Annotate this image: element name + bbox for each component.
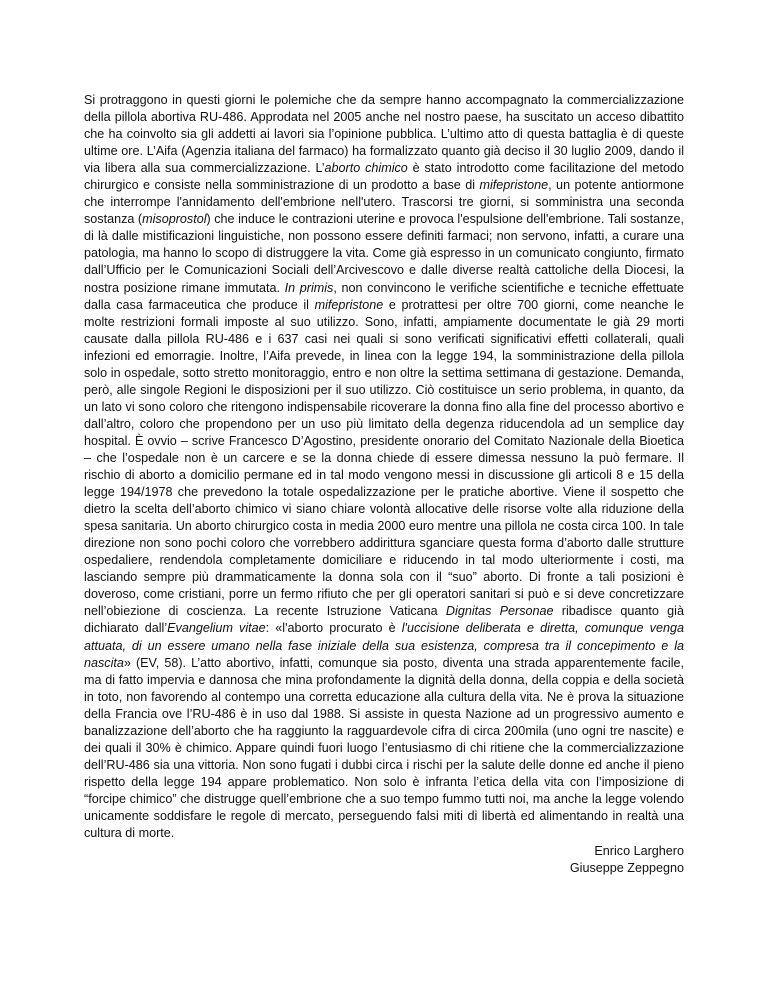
text-segment: ) che induce le contrazioni uterine e provoca l'espulsione dell'embrione. Tali sostanze, di là dalle mistificazioni linguistiche, non possono essere definiti farmaci; non servono, infatti, a curare una patologia, ma hanno lo scopo di distruggere la vita. Come già espresso in un comunicato congiunto, firmato dall’Ufficio per le Comunicazioni Sociali dell’Arcivescovo e dalle diverse realtà cattoliche della Diocesi, la nostra posizione rimane immutata. [84,212,684,295]
text-segment: ribadisce quanto già dichiarato dall’ [84,604,684,636]
italic-segment: l'uccisione deliberata e diretta, comunque venga attuata, di un essere umano nella fase iniziale della sua esistenza, compresa tra il concepimento e la nascita [84,621,684,670]
text-segment: Si protraggono in questi giorni le polemiche che da sempre hanno accompagnato la commercializzazione della pillola abortiva RU-486. Approdata nel 2005 anche nel nostro paese, ha suscitato un acceso dibattito che ha coinvolto sia gli addetti ai lavori sia l’opinione pubblica. L’ultimo atto di questa battaglia è di queste ultime ore. L’Aifa (Agenzia italiana del farmaco) ha formalizzato quanto già deciso il 30 luglio 2009, dando il via libera alla sua commercializzazione. L’ [84,93,684,176]
italic-segment: Dignitas Personae [445,604,554,619]
author-name: Giuseppe Zeppegno [569,861,684,876]
italic-segment: misoprostol [142,212,207,227]
article-body [84,92,684,842]
author-name: Enrico Larghero [594,844,684,859]
text-segment: e protrattesi per oltre 700 giorni, come neanche le molte restrizioni formali imposte al suo utilizzo. Sono, infatti, ampiamente documentate le già 29 morti causate dalla pillola RU-486 e i 637 casi nei quali si sono verificati significativi effetti collaterali, quali infezioni ed emorragie. Inoltre, l’Aifa prevede, in linea con la legge 194, la somministrazione della pillola solo in ospedale, sotto stretto monitoraggio, entro e non oltre la settima settimana di gestazione. Demanda, però, alle singole Regioni le disposizioni per il suo utilizzo. Ciò costituisce un serio problema, in quanto, da un lato vi sono coloro che ritengono indispensabile ricoverare la donna fino alla fine del processo abortivo e dall’altro, coloro che propendono per un uso più limitato della degenza riducendola ad un semplice day hospital. È ovvio – scrive Francesco D’Agostino, presidente onorario del Comitato Nazionale della Bioetica – che l’ospedale non è un carcere e se la donna chiede di essere dimessa nessuno la può fermare. Il rischio di aborto a domicilio permane ed in tal modo vengono messi in discussione gli articoli 8 e 15 della legge 194/1978 che prevedono la totale ospedalizzazione per le pratiche abortive. Viene il sospetto che dietro la scelta dell’aborto chimico vi siano chiare volontà allocative delle risorse volte alla riduzione della spesa sanitaria. Un aborto chirurgico costa in media 2000 euro mentre una pillola ne costa circa 100. In tale direzione non sono pochi coloro che vorrebbero addirittura sganciare questa forma d’aborto dalle strutture ospedaliere, rendendola completamente domiciliare e riducendo in tal modo ulteriormente i costi, ma lasciando sempre più drammaticamente la donna sola con il “suo” aborto. Di fronte a tali posizioni è doveroso, come cristiani, porre un fermo rifiuto che per gli operatori sanitari si può e si deve concretizzare nell’obiezione di coscienza. La recente Istruzione Vaticana [84,297,684,619]
text-segment: » (EV, 58). L’atto abortivo, infatti, comunque sia posto, diventa una strada apparentemente facile, ma di fatto impervia e dannosa che mina profondamente la dignità della donna, della coppia e della società in toto, non favorendo al contempo una corretta educazione alla cultura della vita. Ne è prova la situazione della Francia ove l’RU-486 è in uso dal 1988. Si assiste in questa Nazione ad un progressivo aumento e banalizzazione dell’aborto che ha raggiunto la ragguardevole cifra di circa 200mila (uno ogni tre nascite) e dei quali il 30% è chimico. Appare quindi fuori luogo l’entusiasmo di chi ritiene che la commercializzazione dell’RU-486 sia una vittoria. Non sono fugati i dubbi circa i rischi per la salute delle donne ed anche il pieno rispetto della legge 194 appare problematico. Non solo è infranta l’etica della vita con l’imposizione di “forcipe chimico” che distrugge quell’embrione che a suo tempo fummo tutti noi, ma anche la legge volendo unicamente soddisfare le regole di mercato, perseguendo falsi miti di libertà ed alimentando in realtà una cultura di morte. [84,655,684,841]
text-segment: , un potente antiormone che interrompe l'annidamento dell'embrione nell'utero. Trascorsi tre giorni, si somministra una seconda sostanza ( [84,178,684,227]
italic-segment: mifepristone [314,297,384,312]
italic-segment: aborto chimico [324,161,408,176]
document-page [84,92,684,877]
signature-block [84,843,684,877]
text-segment: è stato introdotto come facilitazione del metodo chirurgico e consiste nella somministrazione di un prodotto a base di [84,161,684,193]
italic-segment: Evangelium vitae [167,621,266,636]
italic-segment: mifepristone [479,178,549,193]
text-segment: , non convincono le verifiche scientifiche e tecniche effettuate dalla casa farmaceutica che produce il [84,280,684,312]
italic-segment: In primis [284,280,334,295]
text-segment: : «l'aborto procurato è [265,621,402,636]
